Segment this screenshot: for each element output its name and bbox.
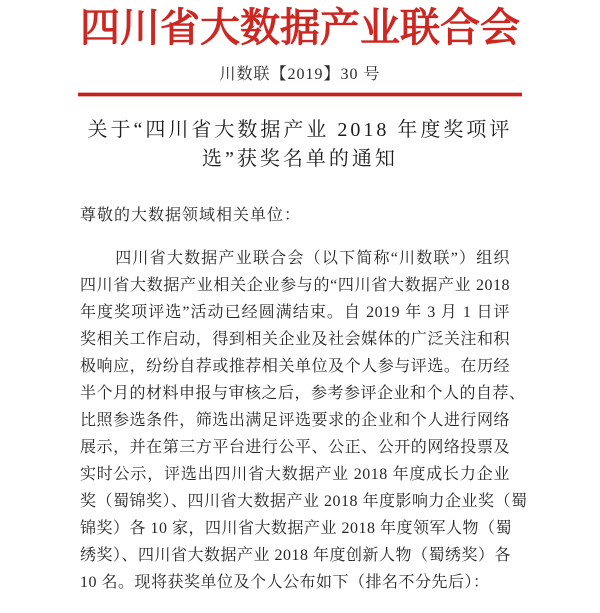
paragraph-line: 锦奖）各 10 家，四川省大数据产业 2018 年度领军人物（蜀 bbox=[80, 520, 513, 537]
notice-title bbox=[0, 116, 600, 174]
paragraph-line: 展示，并在第三方平台进行公平、公正、公开的网络投票及 bbox=[80, 439, 510, 456]
paragraph-line: 绣奖）、四川省大数据产业 2018 年度创新人物（蜀绣奖）各 bbox=[80, 547, 512, 564]
paragraph-line: 10 名。现将获奖单位及个人公布如下（排名不分先后）： bbox=[80, 574, 490, 591]
paragraph-line: 极响应，纷纷自荐或推荐相关单位及个人参与评选。在历经 bbox=[80, 358, 510, 375]
paragraph-line: 实时公示，评选出四川省大数据产业 2018 年度成长力企业 bbox=[80, 466, 510, 483]
salutation: 尊敬的大数据领域相关单位： bbox=[80, 207, 302, 224]
paragraph-line: 年度奖项评选”活动已经圆满结束。自 2019 年 3 月 1 日评 bbox=[80, 304, 510, 321]
paragraph-line: 四川省大数据产业相关企业参与的“四川省大数据产业 2018 bbox=[80, 277, 510, 294]
header-red-rule bbox=[78, 93, 522, 96]
paragraph-line: 半个月的材料申报与审核之后，参考参评企业和个人的自荐、 bbox=[80, 385, 526, 402]
document-number: 川数联【2019】30 号 bbox=[219, 66, 381, 83]
org-name-header: 四川省大数据产业联合会 bbox=[80, 5, 520, 50]
paragraph-line: 四川省大数据产业联合会（以下简称“川数联”）组织 bbox=[115, 250, 510, 267]
paragraph-line: 奖相关工作启动，得到相关企业及社会媒体的广泛关注和积 bbox=[80, 331, 510, 348]
notice-body bbox=[80, 245, 528, 596]
paragraph-line: 奖（蜀锦奖）、四川省大数据产业 2018 年度影响力企业奖（蜀 bbox=[80, 493, 528, 510]
notice-title-line-2: 选”获奖名单的通知 bbox=[202, 148, 398, 170]
paragraph-line: 比照参选条件，筛选出满足评选要求的企业和个人进行网络 bbox=[80, 412, 510, 429]
notice-title-line-1: 关于“四川省大数据产业 2018 年度奖项评 bbox=[87, 119, 513, 141]
